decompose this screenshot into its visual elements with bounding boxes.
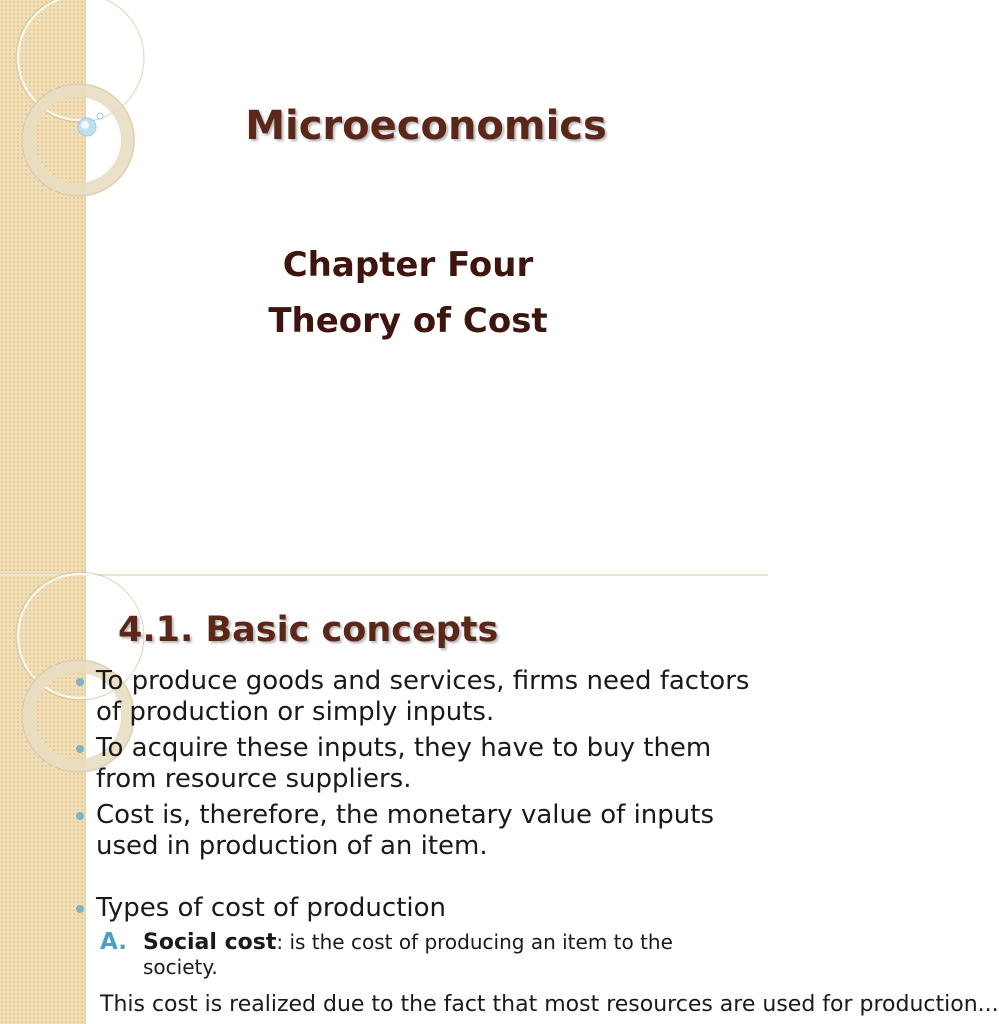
- sub-item-social-cost: [100, 930, 740, 980]
- bullet-icon: [76, 812, 84, 820]
- slide-title: Microeconomics: [245, 103, 607, 149]
- bullet-icon: [76, 745, 84, 753]
- chapter-subtitle: Theory of Cost: [268, 301, 548, 341]
- decorative-circles-graphic: [0, 0, 140, 200]
- types-heading: [76, 893, 776, 924]
- bullet-text: To acquire these inputs, they have to buy them from resource suppliers.: [96, 733, 712, 794]
- section-heading: 4.1. Basic concepts: [118, 610, 499, 650]
- list-letter: A.: [100, 929, 127, 955]
- body-paragraph: This cost is realized due to the fact that most resources are used for production...: [100, 992, 999, 1017]
- chapter-heading: Chapter Four: [282, 245, 534, 285]
- bullet-text: To produce goods and services, firms need factors of production or simply inputs.: [96, 666, 750, 727]
- list-item: [76, 666, 756, 728]
- bullet-text: Cost is, therefore, the monetary value of inputs used in production of an item.: [96, 800, 714, 861]
- bullet-list: [76, 666, 756, 862]
- types-heading-text: Types of cost of production: [96, 893, 446, 923]
- title-slide: [0, 0, 768, 574]
- term-social-cost: Social cost: [143, 930, 277, 955]
- list-item: [76, 733, 756, 795]
- list-item: [76, 800, 756, 862]
- bullet-icon: [76, 678, 84, 686]
- bullet-icon: [76, 905, 84, 913]
- term-definition: : is the cost of producing an item to the society.: [143, 930, 673, 979]
